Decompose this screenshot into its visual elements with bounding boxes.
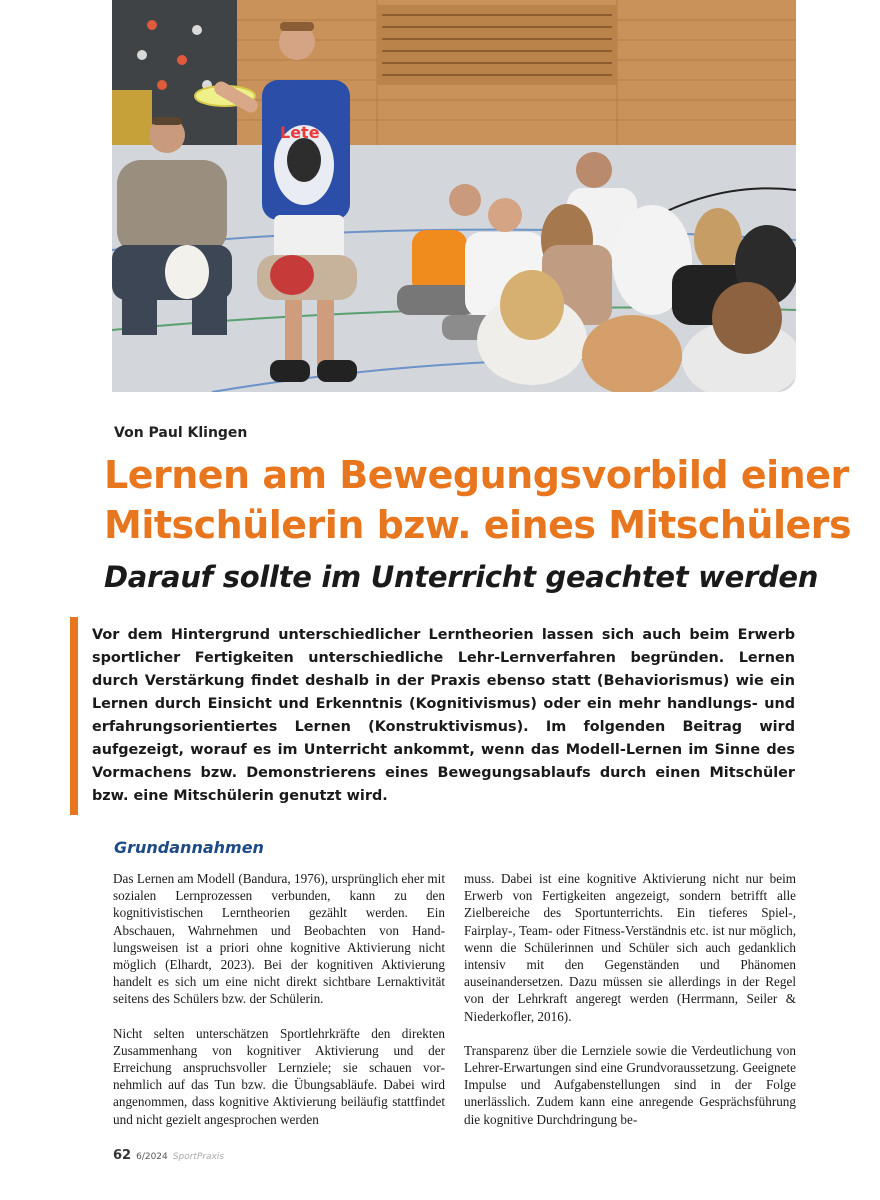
lead-paragraph: Vor dem Hintergrund unterschiedlicher Lerntheorien lassen sich auch beim Erwerb sportlicher Fertigkeiten unterschiedliche Lehr-Lernverfahren begründen. Lernen durch Verstärkung findet deshalb in der Praxis ebenso statt (Behaviorismus) wie ein Lernen durch Einsicht und Erkenntnis (Kognitivismus) oder ein mehr handlungs- und erfahrungsorientiertes Lernen (Konstruktivismus). Im folgenden Beitrag wird aufgezeigt, worauf es im Unterricht ankommt, wenn das Modell-Lernen im Sinne des Vormachens bzw. Demonstrierens eines Bewegungsablaufs durch einen Mitschüler bzw. eine Mitschülerin genutzt wird. [92,627,795,804]
shirt-text: Lete [280,123,320,142]
body-paragraph: Nicht selten unterschätzen Sportlehrkräfte den direkten Zusammenhang von kognitiver Aktivierung und der Erreichung anspruchsvoller Lernziele; sie schauen vornehmlich auf das Tun bzw. die Übungsabläufe. Dabei wird angenommen, dass kognitive Aktivierung beiläufig stattfindet und nicht gezielt angesprochen werden [113,1025,445,1127]
body-column-right [464,870,796,1128]
lead-accent-bar [70,617,78,815]
body-paragraph: Das Lernen am Modell (Bandura, 1976), ursprünglich eher mit sozialen Lernprozessen verbunden, kann zu den kognitivistischen Lerntheorien gezählt werden. Ein Abschauen, Wahrnehmen und Beobachten von Handlungsweisen ist a priori ohne kognitive Aktivierung nicht möglich (Elhardt, 2023). Bei der kognitiven Aktivierung handelt es sich um eine nicht direkt sichtbare Lernaktivität seitens des Schülers bzw. der Schülerin. [113,871,445,1007]
title-line-1: Lernen am Bewegungsvorbild einer [104,453,849,497]
section-heading: Grundannahmen [114,838,264,857]
page-footer [113,1148,224,1163]
article-photo [112,0,796,392]
magazine-name: SportPraxis [172,1152,225,1162]
byline: Von Paul Klingen [114,425,248,441]
body-paragraph: muss. Dabei ist eine kognitive Aktivierung nicht nur beim Erwerb von Fertigkeiten angezeigt, sondern betrifft alle Zielbereiche des Sportunterrichts. Ein tieferes Spiel-, Fairplay-, Team- oder Fitness-Verständnis etc. ist nur möglich, wenn die Schülerinnen und Schüler sich auch gedanklich intensiv mit den Gegenständen und Phänomen auseinandersetzen. Dazu müssen sie allerdings in der Regel von der Lehrkraft angeregt werden (Herrmann, Seiler & Niederkofler, 2016). [464,871,796,1024]
issue-label: 6/2024 [136,1152,168,1162]
body-paragraph: Transparenz über die Lernziele sowie die Verdeutlichung von Lehrer-Erwartungen sind eine Grundvoraussetzung. Geeignete Impulse und Aufgabenstellungen sind in der Folge unerlässlich. Zudem kann eine anregende Gesprächsführung die kognitive Durchdringung be- [464,1042,796,1127]
article-subtitle: Darauf sollte im Unterricht geachtet werden [104,560,819,594]
body-column-left [113,870,445,1128]
title-line-2: Mitschülerin bzw. eines Mitschülers [104,503,852,547]
page-number: 62 [113,1148,132,1163]
article-title [104,450,852,550]
